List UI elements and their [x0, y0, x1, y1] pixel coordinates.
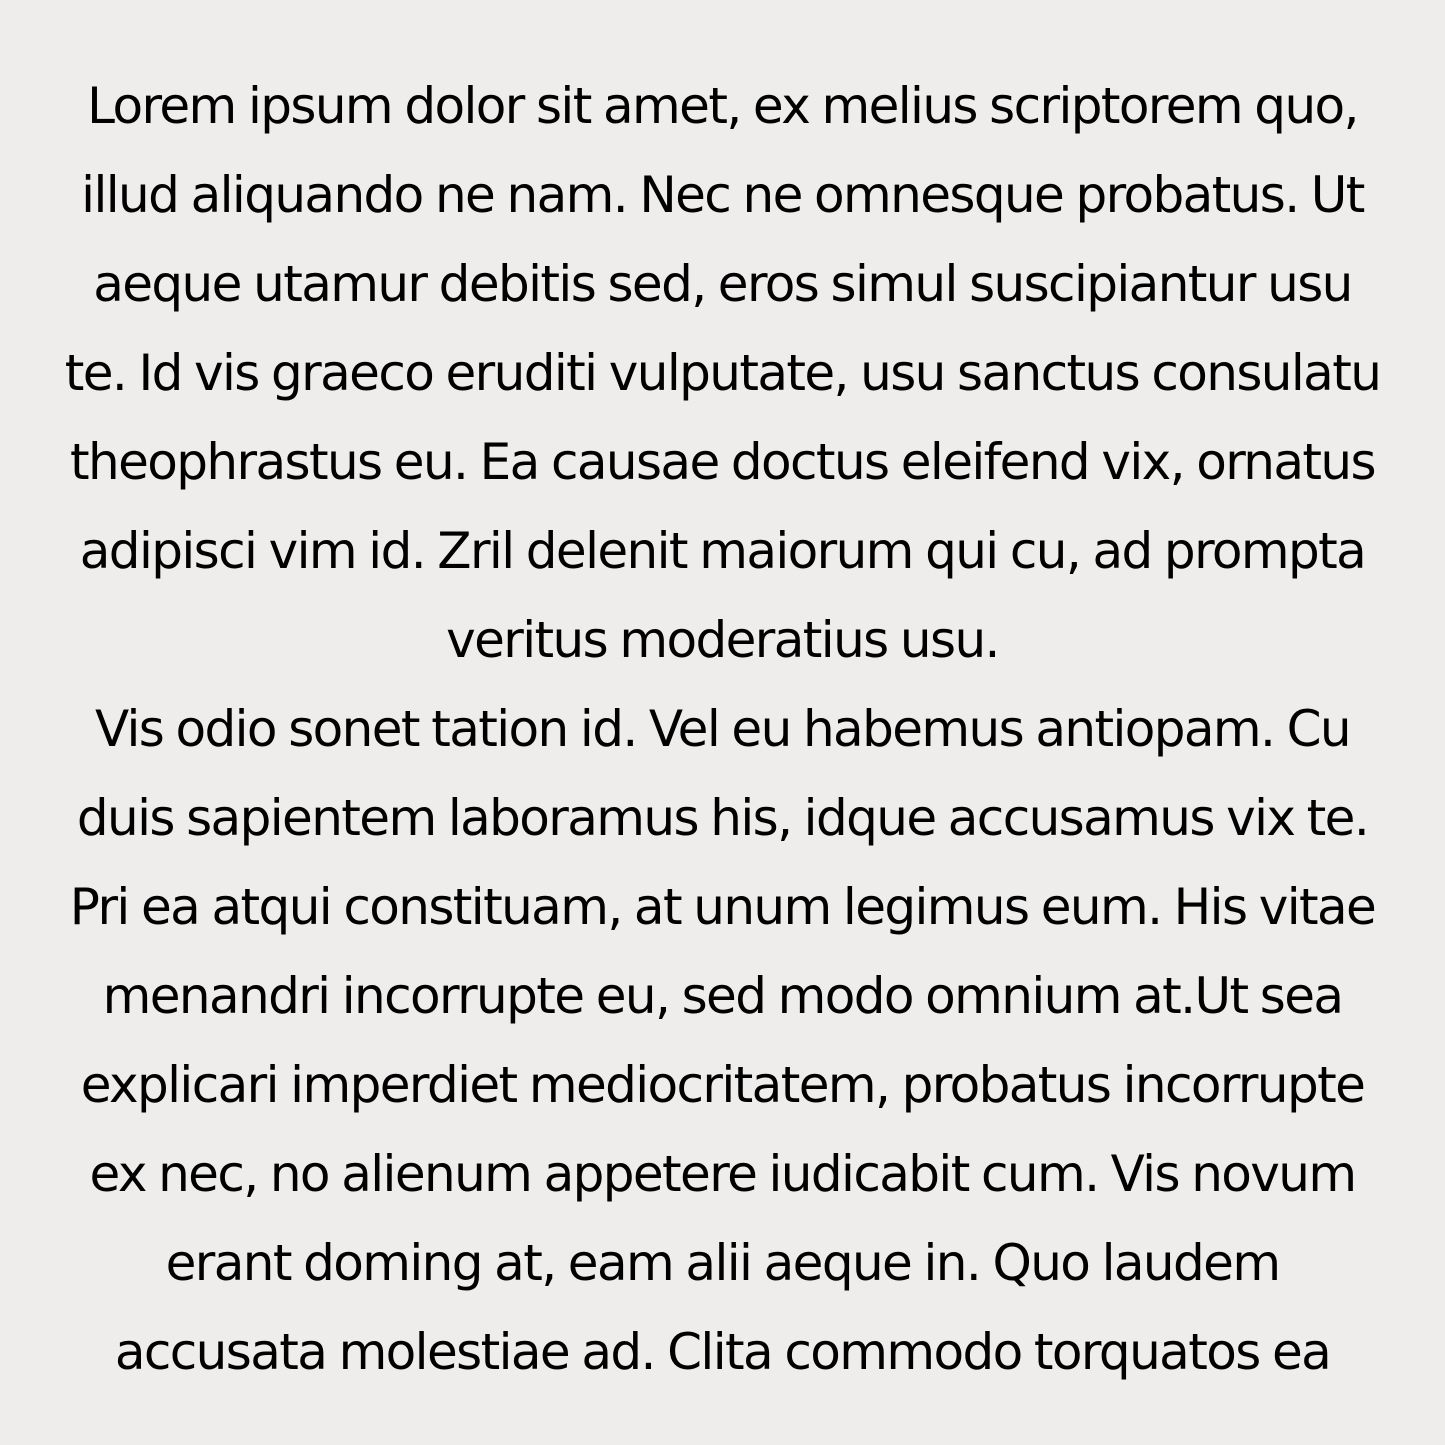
text-line: menandri incorrupte eu, sed modo omnium at.Ut sea [102, 967, 1343, 1025]
text-line: adipisci vim id. Zril delenit maiorum qui cu, ad prompta [79, 522, 1366, 580]
text-line: theophrastus eu. Ea causae doctus eleifend vix, ornatus [70, 433, 1375, 491]
paragraph-1 [0, 62, 1445, 685]
text-line: aeque utamur debitis sed, eros simul suscipiantur usu [93, 255, 1352, 313]
text-line: duis sapientem laboramus his, idque accusamus vix te. [76, 789, 1369, 847]
text-line: illud aliquando ne nam. Nec ne omnesque probatus. Ut [81, 166, 1364, 224]
text-line: ex nec, no alienum appetere iudicabit cum. Vis novum [89, 1145, 1356, 1203]
text-line: Pri ea atqui constituam, at unum legimus eum. His vitae [69, 878, 1376, 936]
text-line: veritus moderatius usu. [446, 611, 999, 669]
text-line: accusata molestiae ad. Clita commodo torquatos ea [114, 1323, 1331, 1381]
text-line: Lorem ipsum dolor sit amet, ex melius scriptorem quo, [87, 77, 1358, 135]
text-line: Vis odio sonet tation id. Vel eu habemus antiopam. Cu [94, 700, 1351, 758]
text-line: erant doming at, eam alii aeque in. Quo laudem [165, 1234, 1280, 1292]
text-line: te. Id vis graeco eruditi vulputate, usu sanctus consulatu [64, 344, 1381, 402]
text-line: explicari imperdiet mediocritatem, probatus incorrupte [80, 1056, 1365, 1114]
paragraph-2 [0, 685, 1445, 1397]
